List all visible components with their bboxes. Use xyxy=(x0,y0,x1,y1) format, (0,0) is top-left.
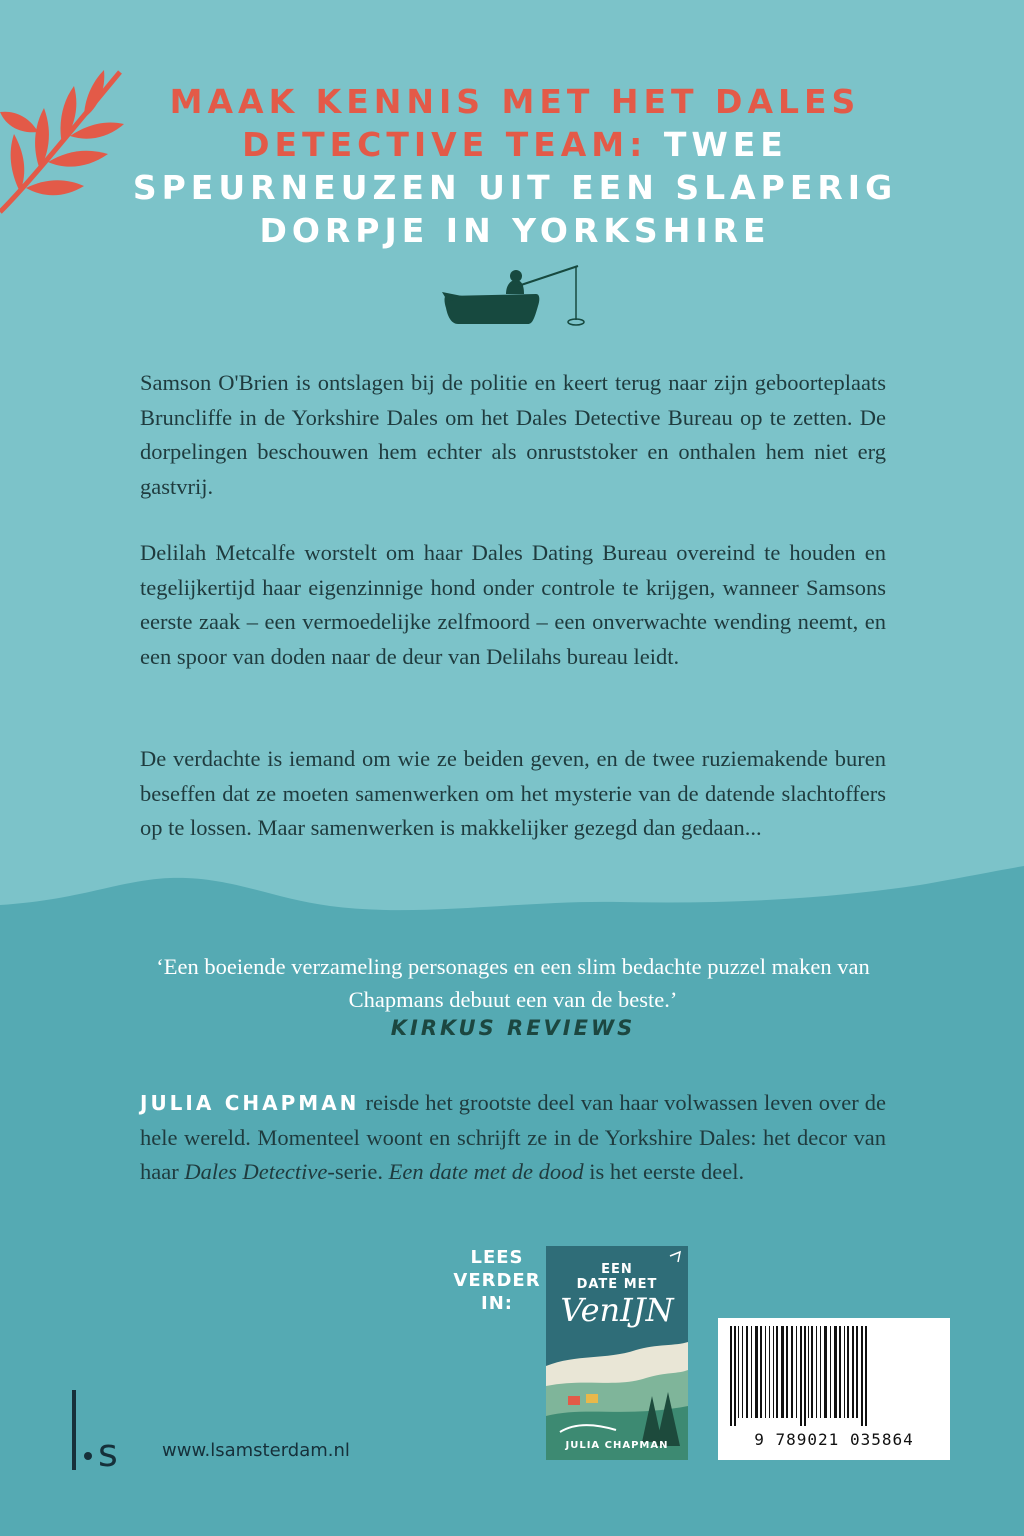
read-more-line-3: IN: xyxy=(481,1293,513,1314)
bio-text-3: is het eerste deel. xyxy=(589,1159,745,1184)
barcode-bar xyxy=(839,1326,841,1418)
barcode-bar xyxy=(791,1326,793,1418)
barcode-bar xyxy=(796,1326,797,1418)
headline-red: MAAK KENNIS MET HET DALES DETECTIVE TEAM: xyxy=(169,82,861,164)
review-source: KIRKUS REVIEWS xyxy=(390,1016,636,1040)
barcode-bar xyxy=(808,1326,809,1418)
review-quote: ‘Een boeiende verzameling personages en een slim bedachte puzzel maken van Chapmans debuut een van de beste.’ xyxy=(156,954,870,1012)
blurb-paragraph-3: De verdachte is iemand om wie ze beiden geven, en de twee ruziemakende buren beseffen dat ze moeten samenwerken om het mysterie van de datende slachtoffers op te lossen. Maar samenwerken is makkelijker gezegd dan gedaan... xyxy=(140,746,886,840)
barcode-bar xyxy=(804,1326,806,1426)
next-book-author: JULIA CHAPMAN xyxy=(565,1440,669,1451)
blurb-paragraph-2: Delilah Metcalfe worstelt om haar Dales Dating Bureau overeind te houden en tegelijkertijd haar eigenzinnige hond onder controle te krijgen, wanneer Samsons eerste zaak – een vermoedelijke zelfmoord – een onverwachte wending neemt, en een spoor van doden naar de deur van Delilahs bureau leidt. xyxy=(140,540,886,669)
isbn-number: 9 789021 035864 xyxy=(754,1430,914,1449)
read-more-line-1: LEES xyxy=(470,1247,524,1268)
next-book-title-big: VenIJN xyxy=(560,1291,674,1329)
barcode-bar xyxy=(852,1326,854,1418)
author-name: JULIA CHAPMAN xyxy=(140,1091,360,1115)
barcode-bar xyxy=(865,1326,867,1426)
barcode-bar xyxy=(800,1326,802,1426)
bio-text-1: reisde het grootste deel van haar volwassen leven over de hele wereld. Momenteel woont en schrijft ze in de Yorkshire Dales: het decor van haar xyxy=(140,1090,887,1184)
barcode-bar xyxy=(738,1326,739,1418)
barcode-bar xyxy=(734,1326,736,1426)
barcode-bar xyxy=(742,1326,743,1418)
barcode-bar xyxy=(834,1326,837,1418)
fern-branch-icon xyxy=(0,52,130,222)
bio-text-2: -serie. xyxy=(327,1159,383,1184)
barcode-bar xyxy=(765,1326,766,1418)
barcode-bar xyxy=(816,1326,817,1418)
headline-white: TWEE SPEURNEUZEN UIT EEN SLAPERIG DORPJE IN YORKSHIRE xyxy=(132,125,898,250)
barcode-bar xyxy=(824,1326,827,1418)
barcode-bar xyxy=(781,1326,784,1418)
book-title: Een date met de dood xyxy=(388,1159,584,1184)
barcode-bar xyxy=(861,1326,863,1426)
barcode-bar xyxy=(856,1326,858,1418)
barcode-bar xyxy=(751,1326,752,1418)
next-book-title-line-1: EEN xyxy=(601,1262,633,1277)
publisher-website: www.lsamsterdam.nl xyxy=(162,1440,350,1461)
read-more-label xyxy=(452,1246,542,1315)
blurb-paragraph-1: Samson O'Brien is ontslagen bij de politie en keert terug naar zijn geboorteplaats Bruncliffe in de Yorkshire Dales om het Dales Detective Bureau op te zetten. De dorpelingen beschouwen hem echter als onruststoker en onthalen hem niet erg gastvrij. xyxy=(140,370,886,499)
barcode-bar xyxy=(830,1326,831,1418)
barcode-bar xyxy=(755,1326,758,1418)
barcode-bar xyxy=(746,1326,748,1418)
barcode-bar xyxy=(786,1326,788,1418)
read-more-line-2: VERDER xyxy=(453,1270,541,1291)
barcode-bar xyxy=(811,1326,813,1418)
cover-headline xyxy=(120,80,910,252)
barcode-bar xyxy=(769,1326,770,1418)
barcode-bar xyxy=(760,1326,762,1418)
next-book-title-line-2: DATE MET xyxy=(576,1277,658,1292)
next-book-title xyxy=(546,1262,688,1292)
barcode-bars xyxy=(728,1326,940,1426)
barcode-bar xyxy=(773,1326,774,1418)
barcode-bar xyxy=(847,1326,849,1418)
fishing-boat-icon xyxy=(440,262,590,332)
isbn-barcode xyxy=(718,1318,950,1460)
barcode-bar xyxy=(844,1326,845,1418)
publisher-logo xyxy=(68,1390,148,1470)
barcode-bar xyxy=(776,1326,778,1418)
barcode-bar xyxy=(820,1326,821,1418)
svg-text:s: s xyxy=(98,1431,118,1470)
next-book-cover xyxy=(546,1246,688,1460)
barcode-bar xyxy=(730,1326,732,1426)
author-bio xyxy=(140,1086,886,1190)
series-title: Dales Detective xyxy=(184,1159,328,1184)
